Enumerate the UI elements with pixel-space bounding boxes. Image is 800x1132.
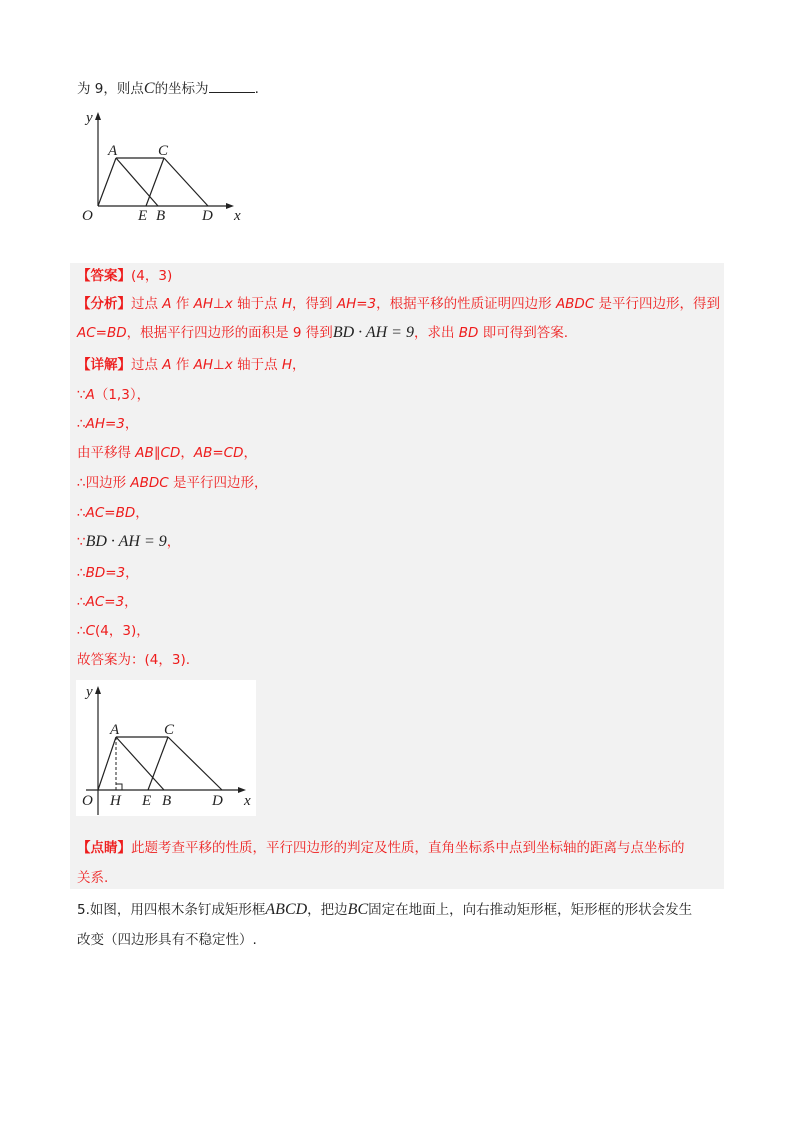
- text: ，: [124, 594, 138, 610]
- text: ABCD: [265, 901, 308, 918]
- text: x: [224, 357, 233, 373]
- label-E: E: [142, 793, 152, 809]
- text: BD=3: [85, 565, 126, 581]
- figure-2: [76, 680, 256, 816]
- text: ABDC: [555, 296, 595, 312]
- text: AB=CD: [193, 445, 244, 461]
- step-3: [77, 443, 257, 463]
- text: 过点: [131, 357, 163, 373]
- step-6: [77, 532, 180, 552]
- step-5: [77, 503, 149, 523]
- text: （1,3），: [94, 387, 151, 403]
- final-answer: [77, 650, 190, 670]
- label-A: A: [108, 143, 118, 159]
- comment-line-1: [77, 838, 685, 858]
- text: H: [281, 357, 293, 373]
- text: 是平行四边形，: [168, 475, 268, 491]
- text: 轴于点: [232, 357, 282, 373]
- text: 改变（四边形具有不稳定性）.: [77, 932, 257, 948]
- label-x: x: [244, 793, 251, 809]
- text: 5.如图，用四根木条钉成矩形框: [77, 902, 266, 918]
- step-7: [77, 563, 139, 583]
- analysis-line-2: [77, 323, 568, 343]
- text: ∴: [77, 594, 86, 610]
- figure-1: [70, 100, 260, 230]
- text: 过点: [131, 296, 163, 312]
- label-A: A: [110, 722, 120, 738]
- segment-AB: [116, 158, 158, 206]
- label-y: y: [86, 684, 93, 700]
- text: ，求出: [413, 325, 459, 341]
- equation: BD · AH = 9: [332, 324, 414, 341]
- text: 关系.: [77, 870, 109, 886]
- text: ∴: [77, 416, 86, 432]
- step-9: [77, 621, 150, 641]
- label-B: B: [156, 208, 166, 224]
- label-E: E: [138, 208, 148, 224]
- text: 固定在地面上，向右推动矩形框，矩形框的形状会发生: [368, 902, 693, 918]
- text: AH: [193, 357, 214, 373]
- text: ∴: [77, 623, 86, 639]
- text: 即可得到答案.: [478, 325, 569, 341]
- label-D: D: [202, 208, 213, 224]
- text: ，: [124, 416, 139, 432]
- text: ，: [292, 357, 306, 373]
- text: ，: [166, 534, 181, 550]
- answer-blank: [209, 78, 255, 93]
- question-line: [77, 78, 259, 99]
- label-O: O: [82, 208, 93, 224]
- text: ，: [135, 505, 149, 521]
- text: ∵: [77, 534, 86, 550]
- text: ，把边: [307, 902, 348, 918]
- text: C: [85, 623, 96, 639]
- text: ∴: [77, 505, 86, 521]
- text: H: [281, 296, 293, 312]
- text: ，: [243, 445, 258, 461]
- text: 由平移得: [77, 445, 136, 461]
- detail-tag: 【详解】: [77, 357, 131, 373]
- comment-tag: 【点睛】: [77, 840, 131, 856]
- question-suffix: 的坐标为: [154, 81, 209, 97]
- text: AH=3: [336, 296, 377, 312]
- text: A: [162, 357, 172, 373]
- equation: BD · AH = 9: [85, 533, 167, 550]
- text: ∵: [77, 387, 86, 403]
- label-y: y: [86, 110, 93, 126]
- segment-CD: [164, 158, 208, 206]
- step-4: [77, 473, 268, 493]
- analysis-line-1: [77, 294, 720, 314]
- text: ⊥: [213, 357, 225, 373]
- question-prefix: 为 9，则点: [77, 81, 144, 97]
- text: BD: [458, 325, 479, 341]
- text: 故答案为：(4，3).: [77, 652, 191, 668]
- text: ∴: [77, 565, 86, 581]
- y-axis-arrow: [95, 112, 101, 120]
- analysis-tag: 【分析】: [77, 296, 131, 312]
- label-D: D: [212, 793, 223, 809]
- text: 作: [171, 357, 194, 373]
- text: ⊥: [213, 296, 225, 312]
- text: ，: [180, 445, 194, 461]
- label-B: B: [162, 793, 172, 809]
- comment-line-2: [77, 868, 108, 888]
- label-x: x: [234, 208, 241, 224]
- step-2: [77, 414, 138, 434]
- text: A: [85, 387, 95, 403]
- next-question-line-2: [77, 930, 257, 950]
- text: A: [162, 296, 172, 312]
- label-C: C: [158, 143, 169, 159]
- text: ，得到: [292, 296, 337, 312]
- next-question-line-1: [77, 900, 692, 920]
- text: (4，3)，: [95, 623, 150, 639]
- text: BC: [347, 901, 369, 918]
- label-H: H: [110, 793, 121, 809]
- text: AC=BD: [77, 325, 127, 341]
- text: ，根据平移的性质证明四边形: [376, 296, 556, 312]
- text: AC=3: [85, 594, 125, 610]
- question-point: C: [143, 80, 155, 97]
- text: AC=BD: [85, 505, 136, 521]
- text: 此题考查平移的性质，平行四边形的判定及性质，直角坐标系中点到坐标轴的距离与点坐标的: [131, 840, 685, 856]
- text: 作: [171, 296, 194, 312]
- text: AH: [193, 296, 214, 312]
- label-C: C: [164, 722, 175, 738]
- step-8: [77, 592, 138, 612]
- text: AB: [135, 445, 154, 461]
- step-1: [77, 385, 150, 405]
- segment-OA: [98, 158, 116, 206]
- text: ，: [125, 565, 139, 581]
- text: 是平行四边形，得到: [594, 296, 721, 312]
- detail-line: [77, 355, 306, 375]
- text: x: [224, 296, 233, 312]
- answer-value: (4，3): [131, 268, 173, 284]
- label-O: O: [82, 793, 93, 809]
- text: AH=3: [85, 416, 125, 432]
- text: ，根据平行四边形的面积是 9 得到: [126, 325, 333, 341]
- text: 轴于点: [232, 296, 282, 312]
- x-axis-arrow: [226, 203, 234, 209]
- text: ABDC: [130, 475, 169, 491]
- text: ∴四边形: [77, 475, 131, 491]
- answer-line: [77, 266, 172, 286]
- question-end: .: [254, 81, 259, 97]
- answer-tag: 【答案】: [77, 268, 131, 284]
- text: ∥: [153, 445, 161, 461]
- text: CD: [160, 445, 181, 461]
- segment-CE: [146, 158, 164, 206]
